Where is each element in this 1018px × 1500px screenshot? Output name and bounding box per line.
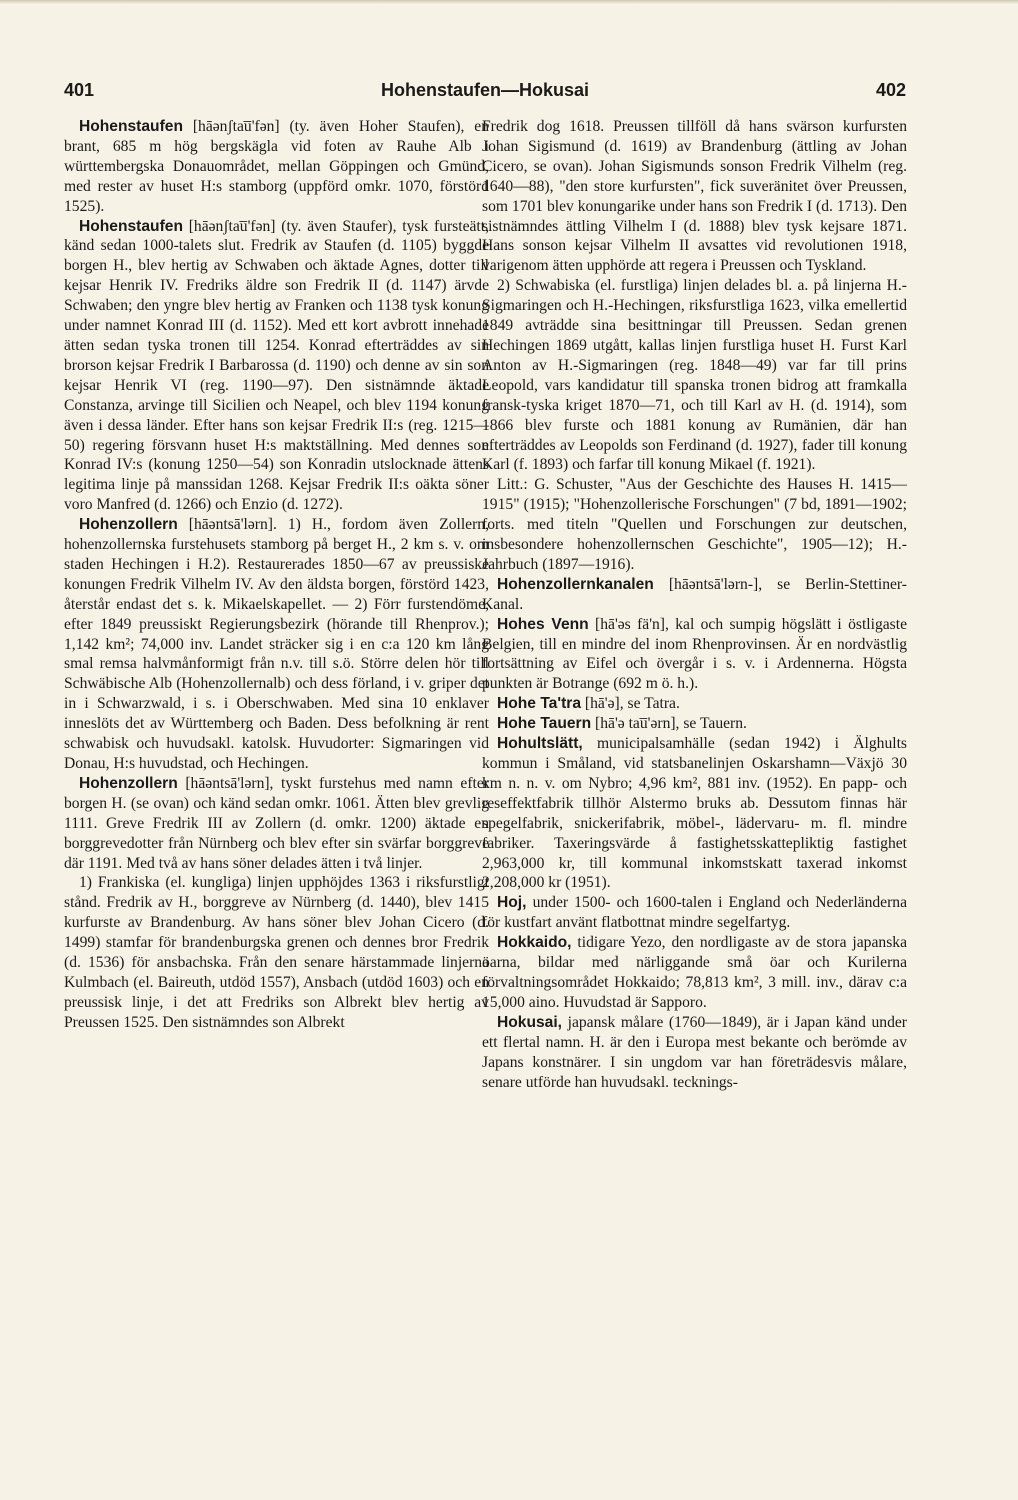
page-number-left: 401: [64, 80, 95, 100]
entry-hokusai: [482, 1013, 907, 1093]
right-column: [482, 117, 907, 1092]
entry-text: tidigare Yezo, den nordligaste av de stora japanska öarna, bildar med närliggande små öar och Kurilerna förvaltningsområdet Hokkaido; 78,813 km², 3 mill. inv., därav c:a 15,000 aino. Huvudstad är Sapporo.: [482, 934, 907, 1011]
entry-text: under 1500- och 1600-talen i England och Nederländerna för kustfart använt flatbottnat mindre segelfartyg.: [482, 894, 907, 932]
page-number-right: 402: [875, 80, 906, 100]
entry-text: [hā'ə], se Tatra.: [581, 695, 680, 713]
entry-hohes-venn: [482, 615, 907, 695]
entry-text: japansk målare (1760—1849), är i Japan känd under ett flertal namn. H. är den i Europa mest bekante och berömde av Japans konstnärer. I sin ungdom var han företrädesvis målare, senare utförde han huvudsakl. tecknings-: [482, 1013, 907, 1091]
headword: Hohenzollern: [79, 516, 178, 534]
entry-hohenstaufen-dynasty: [64, 217, 489, 516]
entry-hohenzollern-house: [64, 774, 489, 874]
entry-text: [hāəntsā'lərn]. 1) H., fordom även Zollern, hohenzollernska furstehusets stamborg på berget H., 2 km s. v. om staden Hechingen i H.2). Restaurerades 1850—67 av preussiske konungen Fredrik Vilhelm IV. Av den äldsta borgen, förstörd 1423, återstår endast det s. k. Mikaelskapellet. — 2) Förr furstendöme, efter 1849 preussiskt Regierungsbezirk (hörande till Rhenprov.); 1,142 km²; 74,000 inv. Landet sträcker sig i en c:a 120 km lång smal remsa halvmånformigt från n.v. till s.ö. Större delen hör till Schwäbische Alb (Hohenzollernalb) och dess förland, i v. griper det in i Schwarzwald, i s. i Oberschwaben. Med sina 10 enklaver inneslöts det av Württemberg och Baden. Dess befolkning är rent schwabisk och huvudsakl. katolsk. Huvudorter: Sigmaringen vid Donau, H:s huvudstad, och Hechingen.: [64, 516, 489, 772]
entry-text: Fredrik dog 1618. Preussen tillföll då hans svärson kurfursten Johan Sigismund (d. 1619) av Brandenburg (ättling av Johan Cicero, se ovan). Johan Sigismunds sonson Fredrik Vilhelm (reg. 1640—88), "den store kurfursten", fick suveränitet över Preussen, som 1701 blev konungarike under hans son Fredrik I (d. 1713). Den sistnämndes ättling Vilhelm I (d. 1888) blev tysk kejsare 1871. Hans sonson kejsar Vilhelm II avsattes vid revolutionen 1918, varigenom ätten upphörde att regera i Preussen och Tyskland.: [482, 118, 907, 275]
entry-text: [hā'ə tau̅'ərn], se Tauern.: [591, 715, 747, 733]
headword: Hokusai,: [497, 1013, 562, 1031]
running-title: Hohenstaufen—Hokusai: [380, 80, 590, 100]
entry-text: 1) Frankiska (el. kungliga) linjen upphöjdes 1363 i riksfurstligt stånd. Fredrik av H., borggreve av Nürnberg (d. 1440), blev 1415 kurfurste av Brandenburg. Av hans söner blev Johan Cicero (d. 1499) stamfar för brandenburgska grenen och dennes bror Fredrik (d. 1536) för ansbachska. Från den senare härstammade linjerna Kulmbach (el. Baireuth, utdöd 1557), Ansbach (utdöd 1603) och en preussisk linje, i det att Fredriks son Albrekt blev hertig av Preussen 1525. Den sistnämndes son Albrekt: [64, 874, 489, 1031]
entry-text: Litt.: G. Schuster, "Aus der Geschichte des Hauses H. 1415—1915" (1915); "Hohenzollerische Forschungen" (7 bd, 1891—1902; forts. med titeln "Quellen und Forschungen zur deutschen, insbesondere hohenzollernschen Geschichte", 1905—12); H.-Jahrbuch (1897—1916).: [482, 476, 907, 573]
entry-text: [hāənʃtau̅'fən] (ty. även Staufer), tysk fursteätt, känd sedan 1000-talets slut. Fredrik av Staufen (d. 1105) byggde borgen H., blev hertig av Schwaben och äktade Agnes, dotter till kejsar Henrik IV. Fredriks äldre son Fredrik II (d. 1147) ärvde Schwaben; den yngre blev hertig av Franken och 1138 tysk konung under namnet Konrad III (d. 1152). Med ett kort avbrott innehade ätten sedan tyska tronen till 1254. Konrad efterträddes av sin brorson kejsar Fredrik I Barbarossa (d. 1190) och denne av sin son kejsar Henrik VI (reg. 1190—97). Den sistnämnde äktade Constanza, arvinge till Sicilien och Neapel, och blev 1194 konung även i dessa länder. Efter hans son kejsar Fredrik II:s (reg. 1215—50) regering försvann huset H:s maktställning. Med dennes son Konrad IV:s (konung 1250—54) son Konradin utslocknade ättens legitima linje på manssidan 1268. Kejsar Fredrik II:s oäkta söner voro Manfred (d. 1266) och Enzio (d. 1272).: [64, 217, 489, 514]
left-column: [64, 117, 489, 1033]
entry-hokkaido: [482, 933, 907, 1013]
headword: Hohenstaufen: [79, 217, 183, 235]
entry-text: [hā'əs fä'n], kal och sumpig högslätt i östligaste Belgien, till en mindre del inom Rhenprovinsen. Är en nordvästlig fortsättning av Eifel och övergår i s. v. i Ardennerna. Högsta punkten är Botrange (692 m ö. h.).: [482, 615, 907, 693]
entry-literature: [482, 475, 907, 575]
entry-hohultslatt: [482, 734, 907, 893]
entry-text: [hāənʃtau̅'fən] (ty. även Hoher Staufen), en brant, 685 m hög bergskägla vid foten av Rauhe Alb i württembergska Donauområdet, mellan Göppingen och Gmünd, med rester av huset H:s stamborg (uppförd omkr. 1070, förstörd 1525).: [64, 118, 489, 215]
headword: Hoj,: [497, 894, 527, 912]
entry-hohe-tauern: [482, 714, 907, 734]
entry-text: municipalsamhälle (sedan 1942) i Älghults kommun i Småland, vid statsbanelinjen Oskarshamn—Växjö 30 km n. n. v. om Nybro; 4,96 km², 881 inv. (1952). En papp- och reseffektfabrik tillhör Alstermo bruks ab. Dessutom finnas här spegelfabrik, snickerifabrik, möbel-, lädervaru- m. fl. mindre fabriker. Taxeringsvärde å fastighetsskattepliktig fastighet 2,963,000 kr, till kommunal inkomstskatt taxerad inkomst 2,208,000 kr (1951).: [482, 735, 907, 892]
headword: Hokkaido,: [497, 934, 572, 952]
page-top-edge: [0, 0, 1018, 4]
headword: Hohenzollernkanalen: [497, 575, 654, 593]
entry-continuation: [482, 117, 907, 276]
entry-text: [hāəntsā'lərn-], se Berlin-Stettiner-Kanal.: [482, 575, 907, 613]
headword: Hohenstaufen: [79, 118, 183, 135]
running-head: [64, 80, 906, 104]
entry-hohenstaufen-mountain: [64, 117, 489, 217]
headword: Hohenzollern: [79, 774, 178, 792]
headword: Hohe Ta'tra: [497, 695, 581, 713]
entry-text: 2) Schwabiska (el. furstliga) linjen delades bl. a. på linjerna H.-Sigmaringen och H.-Hechingen, riksfurstliga 1623, vilka emellertid 1849 avträdde sina besittningar till Preussen. Sedan grenen Hechingen 1869 utgått, kallas linjen furstliga huset H. Furst Karl Anton av H.-Sigmaringen (reg. 1848—49) var far till prins Leopold, vars kandidatur till spanska tronen bidrog att framkalla fransk-tyska kriget 1870—71, och till Karl av H. (d. 1914), som 1866 blev furste och 1881 konung av Rumänien, där han efterträddes av Leopolds son Ferdinand (d. 1927), fader till konung Karl (f. 1893) och farfar till konung Mikael (f. 1921).: [482, 277, 907, 474]
entry-hohenzollern-frankish-line: [64, 873, 489, 1032]
entry-hoj: [482, 893, 907, 933]
entry-text: [hāəntsā'lərn], tyskt furstehus med namn efter borgen H. (se ovan) och känd sedan omkr. 1061. Ätten blev grevlig 1111. Greve Fredrik III av Zollern (d. omkr. 1200) äktade en borggrevedotter från Nürnberg och blev efter sin svärfar borggreve där 1191. Med två av hans söner delades ätten i två linjer.: [64, 774, 489, 872]
headword: Hohes Venn: [497, 615, 589, 633]
headword: Hohultslätt,: [497, 735, 583, 753]
entry-hohe-tatra: [482, 694, 907, 714]
entry-hohenzollernkanalen: [482, 575, 907, 615]
entry-hohenzollern-swabian-line: [482, 276, 907, 475]
entry-hohenzollern-castle: [64, 515, 489, 774]
headword: Hohe Tauern: [497, 715, 592, 733]
